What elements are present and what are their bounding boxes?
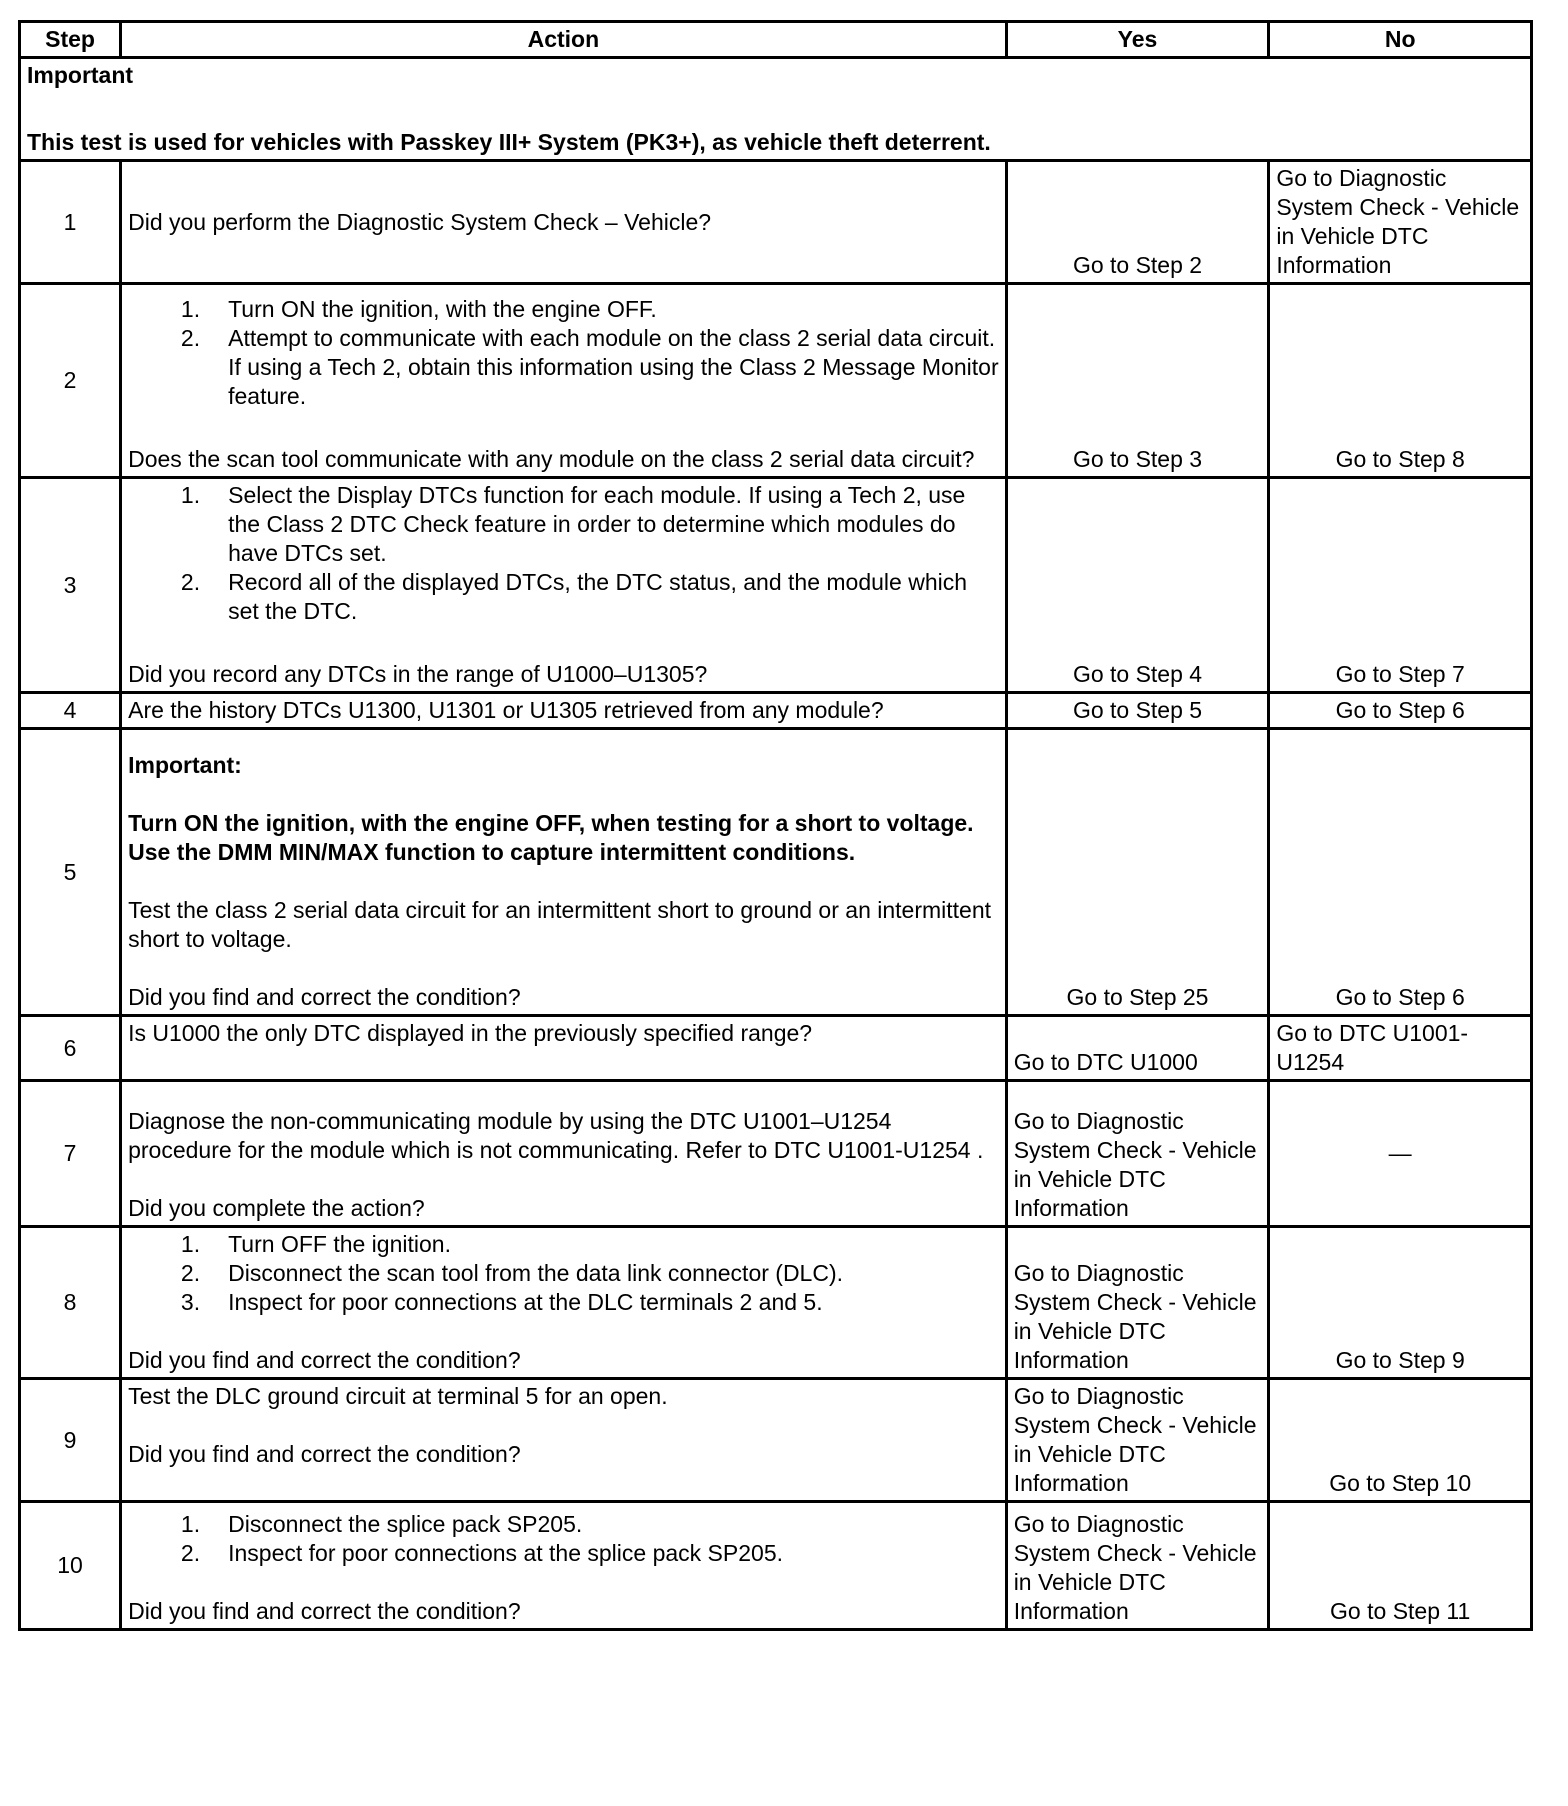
- action-list-item: 2. Record all of the displayed DTCs, the DTC status, and the module which set the DTC.: [180, 569, 968, 624]
- table-row: [20, 1081, 1532, 1227]
- important-note: [20, 58, 1532, 161]
- table-row: [20, 693, 1532, 729]
- action-list-item: 2. Attempt to communicate with each module on the class 2 serial data circuit. If using a Tech 2, obtain this information using the Class 2 Message Monitor feature.: [180, 325, 999, 409]
- no-cell: Go to Step 6: [1269, 693, 1532, 729]
- step-important-text: Turn ON the ignition, with the engine OFF, when testing for a short to voltage. Use the DMM MIN/MAX function to capture intermittent conditions.: [128, 810, 974, 865]
- yes-cell: Go to Diagnostic System Check - Vehicle in Vehicle DTC Information: [1006, 1379, 1269, 1502]
- action-instruction: Diagnose the non-communicating module by using the DTC U1001–U1254 procedure for the module which is not communicating. Refer to DTC U1001-U1254 .: [128, 1108, 984, 1163]
- yes-cell: Go to Step 4: [1006, 478, 1269, 693]
- action-list: [128, 481, 999, 626]
- no-cell: —: [1269, 1081, 1532, 1227]
- important-title: Important: [27, 62, 134, 88]
- action-question: Is U1000 the only DTC displayed in the previously specified range?: [128, 1020, 813, 1046]
- yes-cell: Go to Diagnostic System Check - Vehicle in Vehicle DTC Information: [1006, 1227, 1269, 1379]
- action-question: Did you perform the Diagnostic System Check – Vehicle?: [128, 208, 712, 235]
- no-cell: Go to Step 6: [1269, 729, 1532, 1016]
- table-row: [20, 284, 1532, 478]
- action-cell: [121, 161, 1007, 284]
- no-cell: Go to Step 8: [1269, 284, 1532, 478]
- action-list: [128, 295, 999, 411]
- action-question: Does the scan tool communicate with any module on the class 2 serial data circuit?: [128, 446, 975, 472]
- yes-cell: Go to Step 2: [1006, 161, 1269, 284]
- action-instruction: Test the class 2 serial data circuit for an intermittent short to ground or an intermittent short to voltage.: [128, 897, 992, 952]
- no-cell: Go to Diagnostic System Check - Vehicle in Vehicle DTC Information: [1269, 161, 1532, 284]
- action-question: Did you complete the action?: [128, 1195, 425, 1221]
- no-cell: Go to Step 10: [1269, 1379, 1532, 1502]
- header-action: Action: [121, 22, 1007, 58]
- step-number: 10: [20, 1502, 121, 1630]
- yes-cell: Go to Diagnostic System Check - Vehicle in Vehicle DTC Information: [1006, 1502, 1269, 1630]
- no-cell: Go to Step 7: [1269, 478, 1532, 693]
- action-list-item: 2. Inspect for poor connections at the splice pack SP205.: [180, 1540, 783, 1566]
- header-no: No: [1269, 22, 1532, 58]
- table-row: [20, 1502, 1532, 1630]
- step-important-label: Important:: [128, 752, 242, 778]
- action-list-item: 1. Turn OFF the ignition.: [180, 1231, 451, 1257]
- action-list-item: 1. Turn ON the ignition, with the engine OFF.: [180, 296, 657, 322]
- important-row: [20, 58, 1532, 161]
- header-step: Step: [20, 22, 121, 58]
- action-cell: [121, 1227, 1007, 1379]
- step-number: 3: [20, 478, 121, 693]
- step-number: 5: [20, 729, 121, 1016]
- table-row: [20, 1379, 1532, 1502]
- action-instruction: Test the DLC ground circuit at terminal 5 for an open.: [128, 1383, 668, 1409]
- step-number: 8: [20, 1227, 121, 1379]
- yes-cell: Go to Diagnostic System Check - Vehicle in Vehicle DTC Information: [1006, 1081, 1269, 1227]
- action-list-item: 3. Inspect for poor connections at the DLC terminals 2 and 5.: [180, 1289, 823, 1315]
- action-list-item: 1. Select the Display DTCs function for each module. If using a Tech 2, use the Class 2 DTC Check feature in order to determine which modules do have DTCs set.: [180, 482, 966, 566]
- action-cell: [121, 478, 1007, 693]
- yes-cell: Go to Step 5: [1006, 693, 1269, 729]
- no-cell: Go to Step 11: [1269, 1502, 1532, 1630]
- action-question: Did you find and correct the condition?: [128, 1441, 521, 1467]
- table-row: [20, 161, 1532, 284]
- action-list: [128, 1510, 999, 1568]
- action-cell: [121, 1502, 1007, 1630]
- action-question: Did you find and correct the condition?: [128, 984, 521, 1010]
- action-question: Did you find and correct the condition?: [128, 1598, 521, 1624]
- step-number: 7: [20, 1081, 121, 1227]
- table-row: [20, 729, 1532, 1016]
- no-cell: Go to DTC U1001-U1254: [1269, 1016, 1532, 1081]
- step-number: 4: [20, 693, 121, 729]
- action-cell: [121, 729, 1007, 1016]
- table-row: [20, 1016, 1532, 1081]
- action-list: [128, 1230, 999, 1317]
- step-number: 2: [20, 284, 121, 478]
- action-question: Did you find and correct the condition?: [128, 1347, 521, 1373]
- action-list-item: 2. Disconnect the scan tool from the data link connector (DLC).: [180, 1260, 844, 1286]
- yes-cell: Go to Step 25: [1006, 729, 1269, 1016]
- table-row: [20, 478, 1532, 693]
- important-text: This test is used for vehicles with Passkey III+ System (PK3+), as vehicle theft deterrent.: [27, 129, 991, 155]
- table-row: [20, 1227, 1532, 1379]
- action-question: Are the history DTCs U1300, U1301 or U1305 retrieved from any module?: [128, 697, 884, 723]
- action-list-item: 1. Disconnect the splice pack SP205.: [180, 1511, 583, 1537]
- yes-cell: Go to DTC U1000: [1006, 1016, 1269, 1081]
- action-cell: [121, 1081, 1007, 1227]
- step-number: 9: [20, 1379, 121, 1502]
- step-number: 6: [20, 1016, 121, 1081]
- diagnostic-table: [18, 20, 1533, 1631]
- action-cell: [121, 1379, 1007, 1502]
- no-cell: Go to Step 9: [1269, 1227, 1532, 1379]
- action-cell: [121, 693, 1007, 729]
- step-number: 1: [20, 161, 121, 284]
- action-cell: [121, 284, 1007, 478]
- yes-cell: Go to Step 3: [1006, 284, 1269, 478]
- header-yes: Yes: [1006, 22, 1269, 58]
- action-cell: [121, 1016, 1007, 1081]
- header-row: [20, 22, 1532, 58]
- action-question: Did you record any DTCs in the range of U1000–U1305?: [128, 661, 708, 687]
